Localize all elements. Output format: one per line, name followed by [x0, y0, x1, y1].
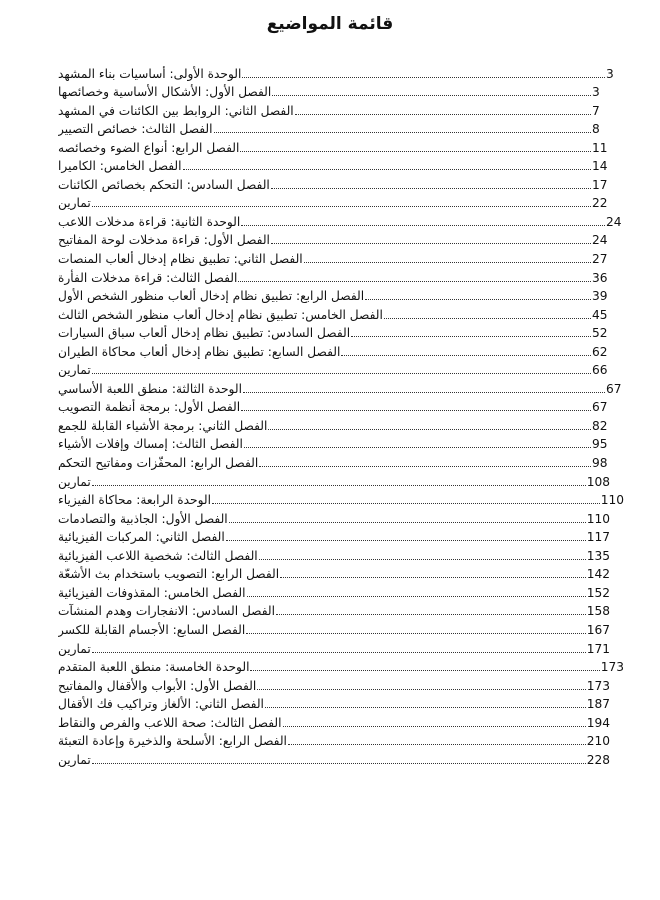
- dot-leader: [226, 540, 586, 541]
- toc-entry-chapter: [58, 322, 624, 341]
- toc-entry-page-number: 167: [586, 622, 610, 637]
- toc-entry-label: الفصل الثاني: تطبيق نظام إدخال ألعاب المنصات: [58, 252, 303, 267]
- toc-entry-page-number: 135: [586, 548, 610, 563]
- toc-entry-label: الفصل الرابع: التصويب باستخدام بث الأشعّة: [58, 567, 280, 582]
- dot-leader: [257, 689, 585, 690]
- dot-leader: [351, 336, 591, 337]
- toc-entry-label: الفصل الثالث: إمساك وإفلات الأشياء: [58, 437, 243, 452]
- toc-entry-label: الفصل الثالث: صحة اللاعب والفرص والنقاط: [58, 715, 282, 730]
- toc-entry-chapter: [58, 526, 624, 545]
- toc-entry-chapter: [58, 118, 624, 137]
- toc-entry-label: الفصل الخامس: الكاميرا: [58, 159, 182, 174]
- dot-leader: [247, 596, 586, 597]
- page-title: قائمة المواضيع: [266, 14, 394, 34]
- toc-entry-chapter: [58, 711, 624, 730]
- toc-entry-page-number: 67: [592, 400, 608, 415]
- toc-entry-page-number: 3: [606, 66, 614, 81]
- toc-entry-label: الفصل السادس: التحكم بخصائص الكائنات: [58, 177, 270, 192]
- toc-entry-chapter: [58, 581, 624, 600]
- toc-entry-page-number: 171: [586, 641, 610, 656]
- toc-entry-label: الوحدة الخامسة: منطق اللعبة المتقدم: [58, 660, 250, 675]
- dot-leader: [214, 132, 591, 133]
- toc-entry-page-number: 52: [592, 326, 608, 341]
- dot-leader: [246, 633, 585, 634]
- toc-entry-chapter: [58, 507, 624, 526]
- dot-leader: [229, 522, 586, 523]
- toc-entry-label: الوحدة الثانية: قراءة مدخلات اللاعب: [58, 214, 241, 229]
- toc-entry-unit: [58, 377, 624, 396]
- dot-leader: [341, 355, 591, 356]
- dot-leader: [92, 652, 586, 653]
- toc-entry-label: الفصل الرابع: أنواع الضوء وخصائصه: [58, 140, 240, 155]
- toc-entry-label: تمارين: [58, 363, 91, 378]
- dot-leader: [259, 559, 586, 560]
- dot-leader: [92, 373, 591, 374]
- toc-entry-chapter: [58, 340, 624, 359]
- dot-leader: [241, 225, 605, 226]
- toc-entry-chapter: [58, 229, 624, 248]
- dot-leader: [183, 169, 591, 170]
- dot-leader: [92, 485, 586, 486]
- toc-entry-label: الفصل الأول: الجاذبية والتصادمات: [58, 511, 228, 526]
- dot-leader: [283, 726, 586, 727]
- dot-leader: [276, 614, 586, 615]
- toc-entry-page-number: 228: [586, 752, 610, 767]
- toc-entry-unit: [58, 210, 624, 229]
- toc-entry-page-number: 14: [592, 159, 608, 174]
- toc-entry-page-number: 110: [600, 493, 624, 508]
- toc-entry-label: الفصل الخامس: المقذوفات الفيزيائية: [58, 585, 246, 600]
- toc-entry-page-number: 67: [606, 381, 622, 396]
- toc-entry-label: الفصل الأول: الأبواب والأقفال والمفاتيح: [58, 678, 257, 693]
- toc-entry-chapter: [58, 433, 624, 452]
- toc-entry-label: الفصل السابع: الأجسام القابلة للكسر: [58, 622, 246, 637]
- toc-entry-chapter: [58, 247, 624, 266]
- toc-entry-page-number: 62: [592, 344, 608, 359]
- toc-entry-exercise: [58, 359, 624, 378]
- toc-entry-page-number: 45: [592, 307, 608, 322]
- dot-leader: [238, 281, 591, 282]
- dot-leader: [250, 670, 599, 671]
- toc-entry-unit: [58, 62, 624, 81]
- toc-entry-page-number: 27: [592, 252, 608, 267]
- toc-entry-label: الفصل الثاني: الألغاز وتراكيب فك الأقفال: [58, 697, 264, 712]
- toc-entry-label: الفصل السادس: تطبيق نظام إدخال ألعاب سباق السيارات: [58, 326, 351, 341]
- dot-leader: [240, 151, 591, 152]
- toc-entry-page-number: 173: [600, 660, 624, 675]
- toc-entry-label: الفصل الثاني: برمجة الأشياء القابلة للجمع: [58, 418, 268, 433]
- toc-entry-chapter: [58, 544, 624, 563]
- dot-leader: [212, 503, 600, 504]
- dot-leader: [288, 744, 586, 745]
- toc-entry-page-number: 210: [586, 734, 610, 749]
- toc-entry-label: الفصل الرابع: تطبيق نظام إدخال ألعاب منظور الشخص الأول: [58, 289, 365, 304]
- toc-entry-page-number: 11: [592, 140, 608, 155]
- toc-entry-chapter: [58, 266, 624, 285]
- dot-leader: [295, 114, 591, 115]
- toc-entry-label: الفصل الثاني: الروابط بين الكائنات في المشهد: [58, 103, 294, 118]
- toc-entry-label: الفصل الرابع: المحفّزات ومفاتيح التحكم: [58, 456, 259, 471]
- toc-entry-page-number: 173: [586, 678, 610, 693]
- dot-leader: [92, 206, 591, 207]
- toc-entry-page-number: 187: [586, 697, 610, 712]
- toc-entry-label: تمارين: [58, 474, 91, 489]
- toc-entry-exercise: [58, 470, 624, 489]
- toc-entry-label: تمارين: [58, 752, 91, 767]
- dot-leader: [304, 262, 591, 263]
- toc-entry-label: الفصل الرابع: الأسلحة والذخيرة وإعادة التعبئة: [58, 734, 287, 749]
- toc-entry-page-number: 24: [592, 233, 608, 248]
- toc-entry-chapter: [58, 618, 624, 637]
- toc-entry-exercise: [58, 637, 624, 656]
- toc-entry-page-number: 39: [592, 289, 608, 304]
- toc-entry-exercise: [58, 192, 624, 211]
- dot-leader: [241, 410, 591, 411]
- toc-entry-unit: [58, 489, 624, 508]
- toc-entry-page-number: 8: [592, 122, 600, 137]
- toc-entry-unit: [58, 656, 624, 675]
- toc-entry-label: الفصل السابع: تطبيق نظام إدخال ألعاب محاكاة الطيران: [58, 344, 341, 359]
- toc-entry-chapter: [58, 136, 624, 155]
- toc-entry-page-number: 117: [586, 530, 610, 545]
- toc-entry-page-number: 194: [586, 715, 610, 730]
- toc-entry-label: الوحدة الرابعة: محاكاة الفيزياء: [58, 493, 211, 508]
- toc-entry-chapter: [58, 99, 624, 118]
- dot-leader: [259, 466, 591, 467]
- dot-leader: [271, 188, 591, 189]
- toc-entry-label: الفصل الأول: قراءة مدخلات لوحة المفاتيح: [58, 233, 270, 248]
- toc-entry-label: الوحدة الأولى: أساسيات بناء المشهد: [58, 66, 242, 81]
- dot-leader: [272, 95, 591, 96]
- toc-entry-label: الفصل الثالث: قراءة مدخلات الفأرة: [58, 270, 238, 285]
- toc-entry-label: الفصل الثالث: خصائص التصيير: [58, 122, 213, 137]
- toc-entry-exercise: [58, 748, 624, 767]
- toc-entry-chapter: [58, 563, 624, 582]
- toc-entry-label: الفصل الثاني: المركبات الفيزيائية: [58, 530, 225, 545]
- toc-entry-label: الوحدة الثالثة: منطق اللعبة الأساسي: [58, 381, 242, 396]
- toc-entry-page-number: 98: [592, 456, 608, 471]
- toc-entry-chapter: [58, 730, 624, 749]
- dot-leader: [244, 447, 591, 448]
- toc-entry-page-number: 17: [592, 177, 608, 192]
- table-of-contents: [58, 62, 624, 767]
- toc-entry-page-number: 22: [592, 196, 608, 211]
- toc-entry-page-number: 108: [586, 474, 610, 489]
- toc-entry-page-number: 95: [592, 437, 608, 452]
- toc-entry-chapter: [58, 81, 624, 100]
- toc-entry-label: الفصل الأول: الأشكال الأساسية وخصائصها: [58, 85, 272, 100]
- dot-leader: [92, 763, 586, 764]
- toc-entry-page-number: 82: [592, 418, 608, 433]
- dot-leader: [243, 392, 605, 393]
- toc-entry-page-number: 3: [592, 85, 600, 100]
- toc-entry-label: تمارين: [58, 641, 91, 656]
- toc-entry-chapter: [58, 303, 624, 322]
- toc-entry-chapter: [58, 285, 624, 304]
- toc-entry-page-number: 158: [586, 604, 610, 619]
- toc-entry-label: الفصل السادس: الانفجارات وهدم المنشآت: [58, 604, 276, 619]
- dot-leader: [365, 299, 591, 300]
- toc-entry-chapter: [58, 600, 624, 619]
- dot-leader: [265, 707, 586, 708]
- dot-leader: [384, 318, 591, 319]
- toc-entry-page-number: 110: [586, 511, 610, 526]
- dot-leader: [280, 577, 586, 578]
- toc-entry-page-number: 24: [606, 214, 622, 229]
- toc-entry-chapter: [58, 396, 624, 415]
- toc-entry-page-number: 142: [586, 567, 610, 582]
- dot-leader: [268, 429, 591, 430]
- toc-entry-label: الفصل الأول: برمجة أنظمة التصويب: [58, 400, 241, 415]
- toc-entry-page-number: 36: [592, 270, 608, 285]
- toc-entry-label: تمارين: [58, 196, 91, 211]
- dot-leader: [271, 243, 591, 244]
- toc-entry-chapter: [58, 414, 624, 433]
- toc-entry-label: الفصل الخامس: تطبيق نظام إدخال ألعاب منظور الشخص الثالث: [58, 307, 383, 322]
- toc-entry-chapter: [58, 155, 624, 174]
- toc-entry-page-number: 66: [592, 363, 608, 378]
- dot-leader: [242, 77, 605, 78]
- toc-entry-page-number: 152: [586, 585, 610, 600]
- toc-entry-chapter: [58, 451, 624, 470]
- toc-entry-label: الفصل الثالث: شخصية اللاعب الفيزيائية: [58, 548, 258, 563]
- toc-entry-chapter: [58, 173, 624, 192]
- toc-entry-page-number: 7: [592, 103, 600, 118]
- toc-entry-chapter: [58, 674, 624, 693]
- toc-entry-chapter: [58, 693, 624, 712]
